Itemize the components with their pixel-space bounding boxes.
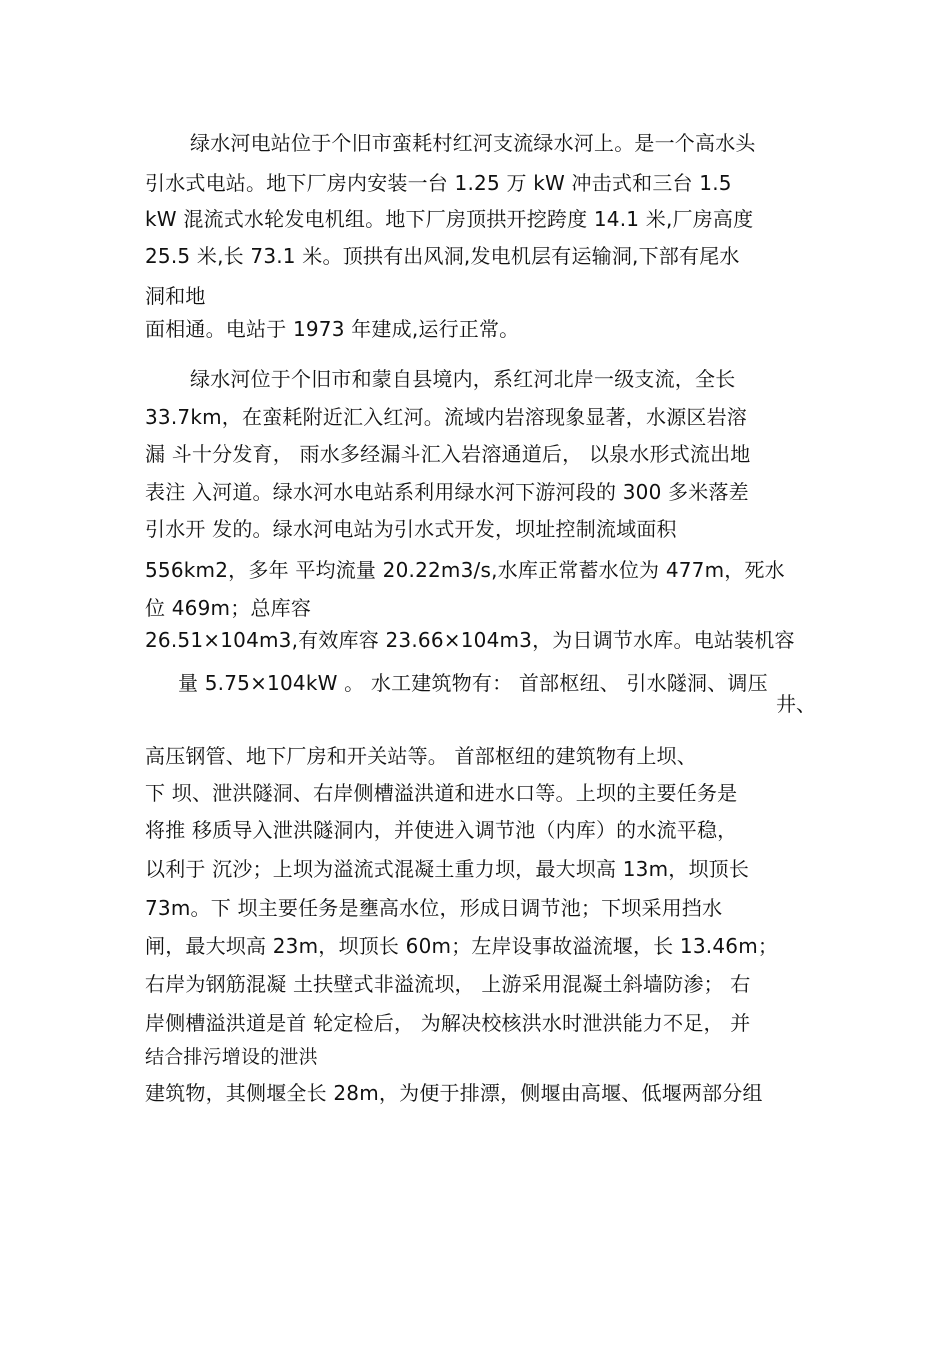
p1-line-6: 面相通。电站于 1973 年建成,运行正常。 <box>145 317 520 341</box>
p3-line-6: 闸，最大坝高 23m，坝顶长 60m；左岸设事故溢流堰，长 13.46m； <box>145 934 779 958</box>
p2-line-6: 556km2，多年 平均流量 20.22m3/s,水库正常蓄水位为 477m，死水 <box>145 558 785 582</box>
p1-line-5: 洞和地 <box>145 284 206 308</box>
p1-line-3: kW 混流式水轮发电机组。地下厂房顶拱开挖跨度 14.1 米,厂房高度 <box>145 207 754 231</box>
p3-line-8: 岸侧槽溢洪道是首 轮定检后， 为解决校核洪水时泄洪能力不足， 并 <box>145 1011 751 1035</box>
p3-line-10: 建筑物，其侧堰全长 28m，为便于排漂，侧堰由高堰、低堰两部分组 <box>145 1081 763 1105</box>
p2-line-5: 引水开 发的。绿水河电站为引水式开发，坝址控制流域面积 <box>145 517 677 541</box>
p2-line-2: 33.7km，在蛮耗附近汇入红河。流域内岩溶现象显著，水源区岩溶 <box>145 405 747 429</box>
p1-line-4: 25.5 米,长 73.1 米。顶拱有出风洞,发电机层有运输洞,下部有尾水 <box>145 244 740 268</box>
p1-line-2: 引水式电站。地下厂房内安装一台 1.25 万 kW 冲击式和三台 1.5 <box>145 171 732 195</box>
p3-line-5: 73m。下 坝主要任务是壅高水位，形成日调节池；下坝采用挡水 <box>145 896 723 920</box>
p3-line-9: 结合排污增设的泄洪 <box>145 1046 318 1068</box>
p1-line-1: 绿水河电站位于个旧市蛮耗村红河支流绿水河上。是一个高水头 <box>190 131 756 155</box>
p3-line-4: 以利于 沉沙；上坝为溢流式混凝土重力坝，最大坝高 13m，坝顶长 <box>145 857 750 881</box>
p2-line-9-overflow: 井、 <box>776 692 816 716</box>
p3-line-7: 右岸为钢筋混凝 土扶壁式非溢流坝， 上游采用混凝土斜墙防渗； 右 <box>145 972 751 996</box>
p2-line-1: 绿水河位于个旧市和蒙自县境内，系红河北岸一级支流，全长 <box>190 367 736 391</box>
p3-line-1: 高压钢管、地下厂房和开关站等。 首部枢纽的建筑物有上坝、 <box>145 744 697 768</box>
p2-line-3: 漏 斗十分发育， 雨水多经漏斗汇入岩溶通道后， 以泉水形式流出地 <box>145 442 751 466</box>
p2-line-9: 量 5.75×104kW 。 水工建筑物有： 首部枢纽、 引水隧洞、调压 <box>178 671 768 695</box>
p2-line-8: 26.51×104m3,有效库容 23.66×104m3，为日调节水库。电站装机容 <box>145 628 795 652</box>
p2-line-4: 表注 入河道。绿水河水电站系利用绿水河下游河段的 300 多米落差 <box>145 480 749 504</box>
p2-line-7: 位 469m；总库容 <box>145 596 312 620</box>
p3-line-3: 将推 移质导入泄洪隧洞内，并使进入调节池（内库）的水流平稳， <box>145 818 738 842</box>
p3-line-2: 下 坝、泄洪隧洞、右岸侧槽溢洪道和进水口等。上坝的主要任务是 <box>145 781 738 805</box>
